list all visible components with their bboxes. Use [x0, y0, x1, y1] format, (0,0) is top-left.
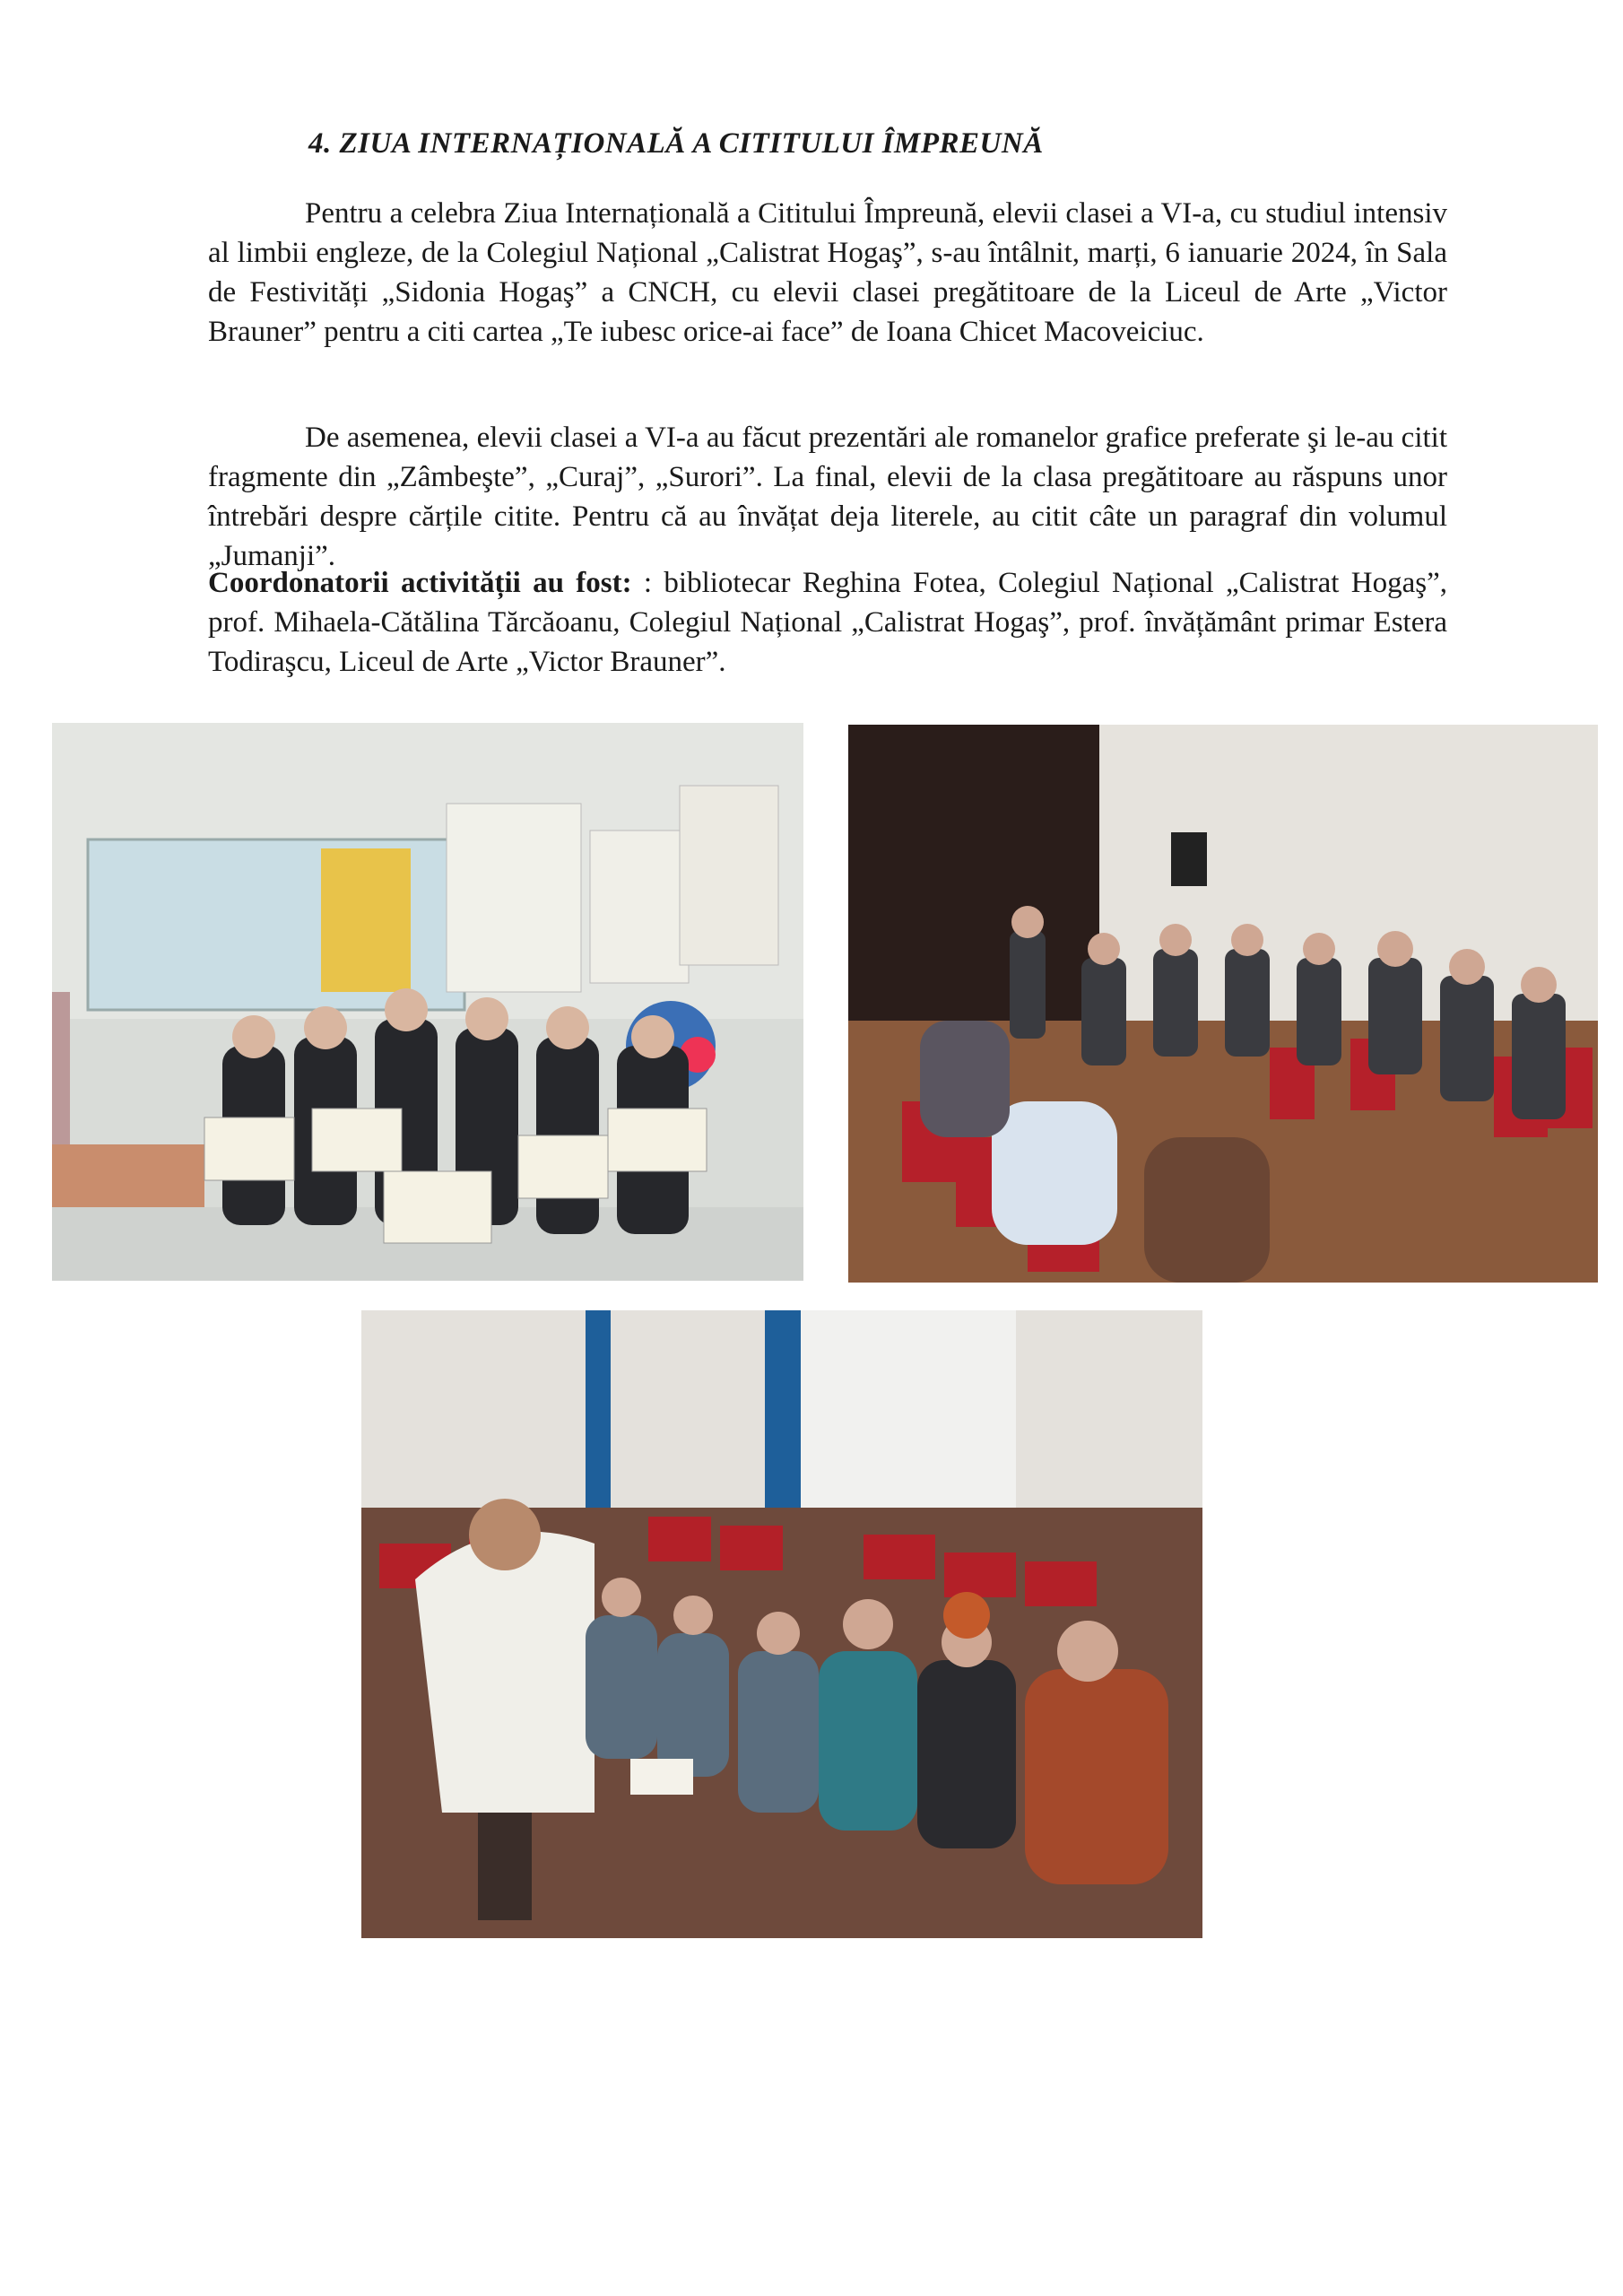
- photo-reading-together: [361, 1310, 1202, 1938]
- paragraph-presentations: De asemenea, elevii clasei a VI-a au făcut prezentări ale romanelor grafice preferate şi le-au citit fragmente din „Zâmbeşte”, „Curaj”, „Surori”. La final, elevii de la clasa pregătitoare au răspuns unor întrebări despre cărțile citite. Pentru că au învățat deja literele, au citit câte un paragraf din volumul „Jumanji”.: [208, 422, 1447, 572]
- section-heading: 4. ZIUA INTERNAȚIONALĂ A CITITULUI ÎMPREUNĂ: [308, 127, 1044, 160]
- coordinators-label: Coordonatorii activității au fost:: [208, 567, 632, 599]
- paragraph-coordinators: [208, 563, 1447, 682]
- photo-festivity-hall: [848, 725, 1598, 1283]
- paragraph-event-description: Pentru a celebra Ziua Internațională a Cititului Împreună, elevii clasei a VI-a, cu studiul intensiv al limbii engleze, de la Colegiul Național „Calistrat Hogaş”, s-au întâlnit, marți, 6 ianuarie 2024, în Sala de Festivități „Sidonia Hogaş” a CNCH, cu elevii clasei pregătitoare de la Liceul de Arte „Victor Brauner” pentru a citi cartea „Te iubesc orice-ai face” de Ioana Chicet Macoveiciuc.: [208, 197, 1447, 348]
- coordinators-text: : bibliotecar Reghina Fotea, Colegiul Național „Calistrat Hogaş”, prof. Mihaela-Cătălina Tărcăoanu, Colegiul Național „Calistrat Hogaş”, prof. învățământ primar Estera Todiraşcu, Liceul de Arte „Victor Brauner”.: [208, 567, 1447, 678]
- photo-classroom-children: [52, 723, 803, 1281]
